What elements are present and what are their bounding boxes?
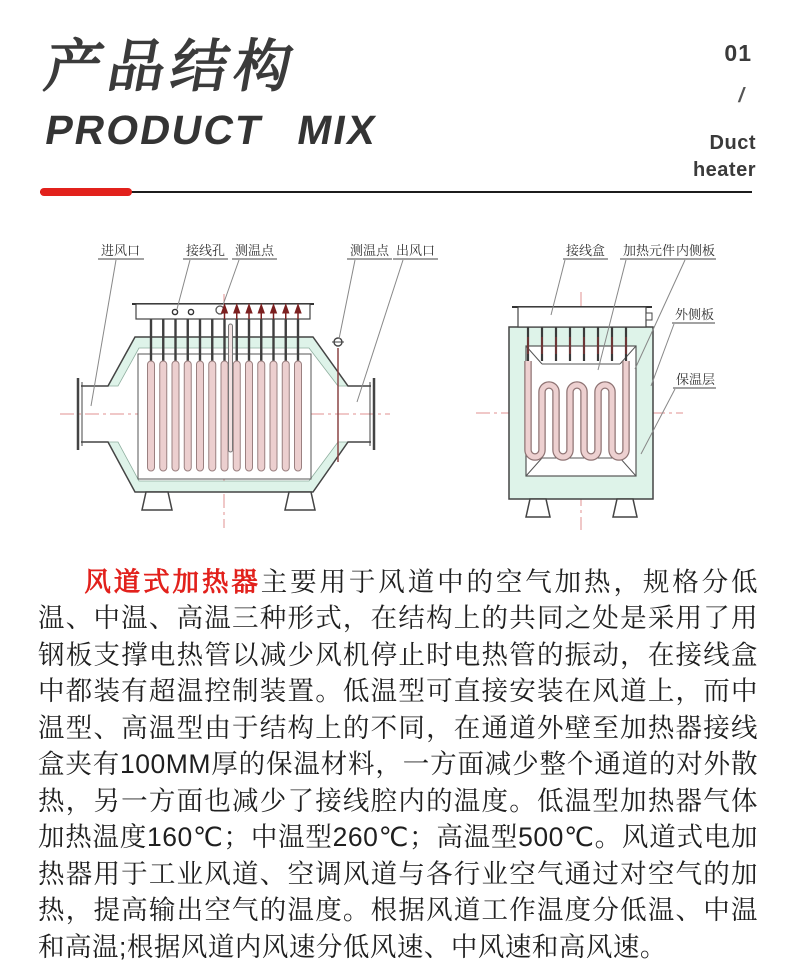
section-number: 01 — [724, 40, 752, 66]
description-paragraph — [38, 564, 758, 966]
section-subtitle: Duct heater — [692, 132, 756, 181]
label-temp-point-left: 测温点 — [235, 242, 275, 258]
slash-separator: / — [738, 85, 744, 107]
wiring-hole — [172, 309, 177, 314]
label-outer-side-plate: 外侧板 — [675, 306, 715, 322]
duct-heater-cross-section-diagram — [468, 242, 778, 534]
description-lead: 风道式加热器 — [84, 566, 261, 597]
duct-heater-side-view-diagram — [58, 242, 448, 534]
page-title: 产品结构 — [39, 35, 304, 99]
diagram-section — [0, 242, 790, 538]
product-description — [38, 564, 758, 966]
label-junction-box: 接线盒 — [566, 242, 606, 258]
center-temp-probe — [229, 324, 233, 452]
label-heating-element: 加热元件 — [623, 242, 676, 258]
label-air-inlet: 进风口 — [101, 242, 141, 258]
divider-accent-bar — [40, 188, 132, 196]
label-insulation-layer: 保温层 — [676, 371, 716, 387]
description-body: 主要用于风道中的空气加热，规格分低温、中温、高温三种形式，在结构上的共同之处是采用了用钢板支撑电热管以减少风机停止时电热管的振动，在接线盒中都装有超温控制装置。低温型可直接安装在风道上，而中温型、高温型由于结构上的不同，在通道外壁至加热器接线盒夹有100MM厚的保温材料，一方面减少整个通道的对外散热，另一方面也减少了接线腔内的温度。低温型加热器气体加热温度160℃；中温型260℃；高温型500℃。风道式电加热器用于工业风道、空调风道与各行业空气通过对空气的加热，提高输出空气的温度。根据风道工作温度分低温、中温和高温;根据风道内风速分低风速、中风速和高风速。 — [38, 566, 759, 962]
junction-box — [512, 307, 652, 327]
label-inner-side-plate: 内侧板 — [676, 242, 716, 258]
support-legs — [142, 492, 315, 510]
page-subtitle-en: PRODUCT MIX — [41, 106, 381, 153]
wiring-hole — [188, 309, 193, 314]
section-divider — [40, 188, 752, 196]
section-index-block — [646, 40, 756, 184]
label-air-outlet: 出风口 — [396, 242, 436, 258]
label-wiring-hole: 接线孔 — [186, 242, 226, 258]
page-header — [0, 0, 790, 181]
label-temp-point-right: 测温点 — [350, 242, 390, 258]
divider-line — [40, 191, 752, 193]
